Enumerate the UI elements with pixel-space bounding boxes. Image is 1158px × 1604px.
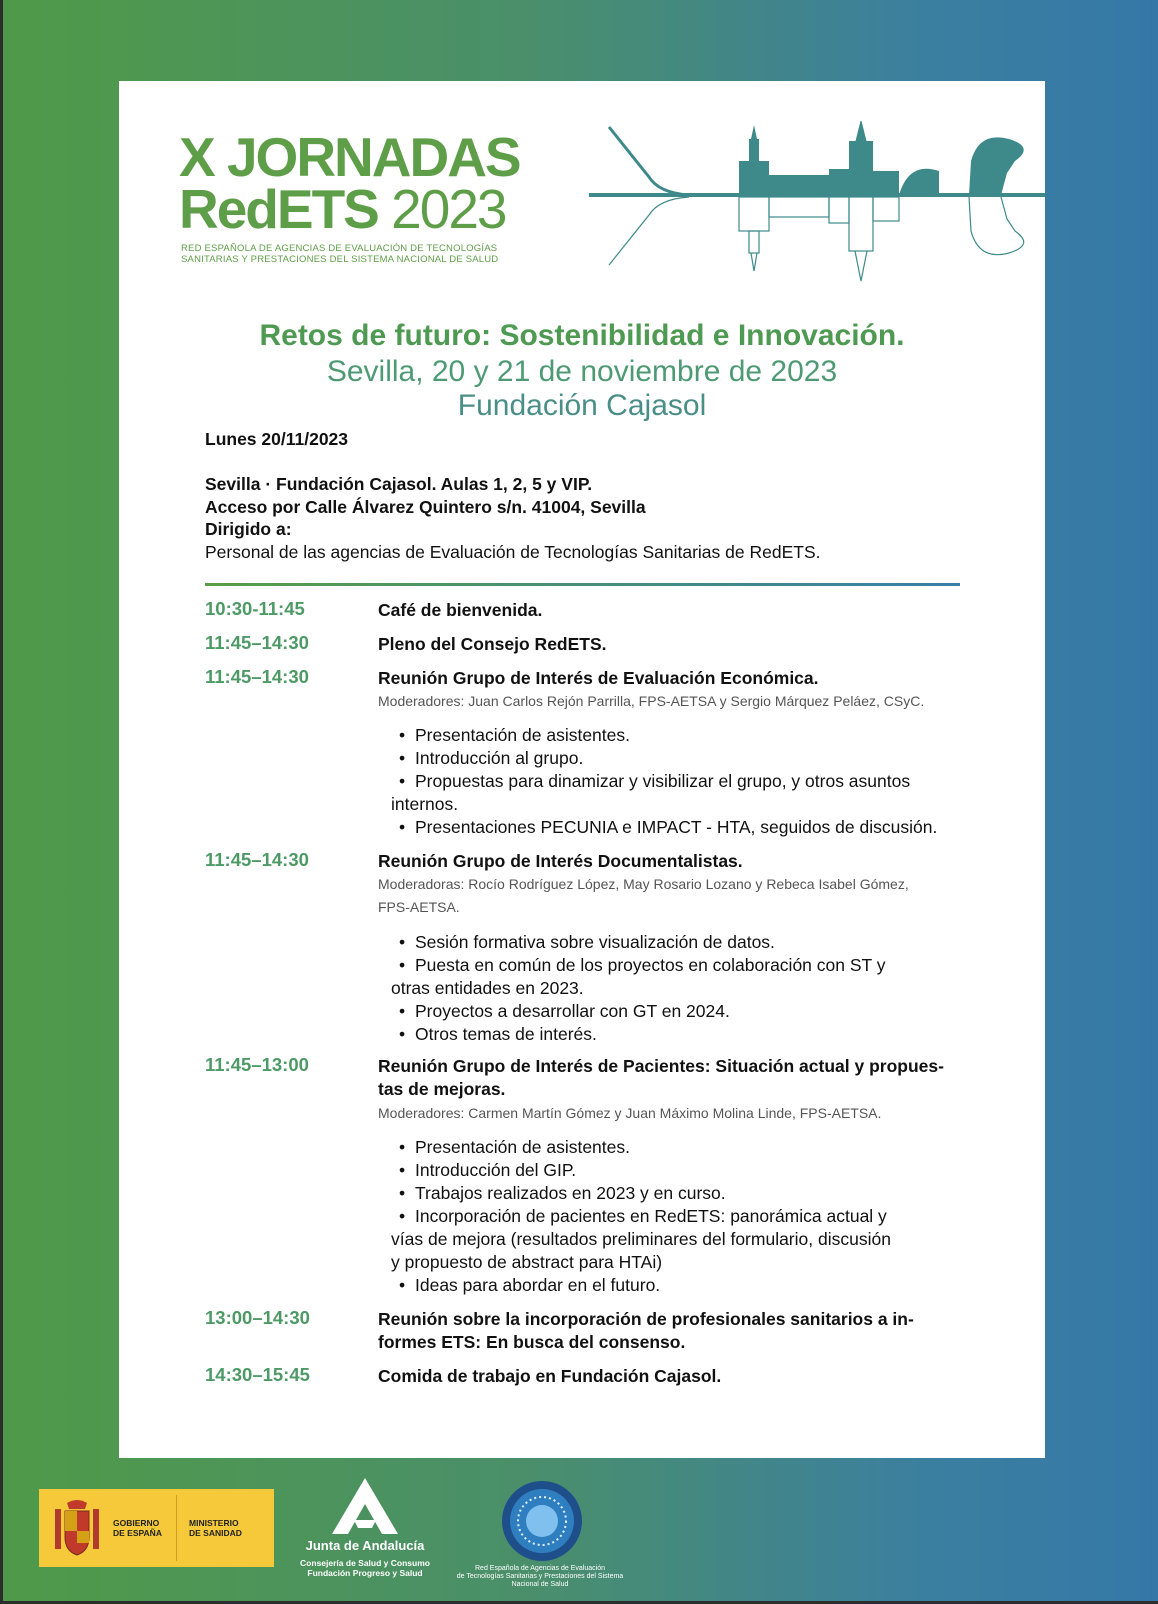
headline-theme: Retos de futuro: Sostenibilidad e Innovación.: [259, 319, 905, 352]
agenda-title-continued: tas de mejoras.: [378, 1079, 506, 1099]
list-item: • Proyectos a desarrollar con GT en 2024.: [399, 1001, 730, 1021]
list-item: • Sesión formativa sobre visualización de datos.: [399, 932, 775, 952]
junta-subtitle: Consejería de Salud y Consumo Fundación Progreso y Salud: [300, 1558, 430, 1578]
junta-name: Junta de Andalucía: [305, 1538, 425, 1553]
list-item: • Ideas para abordar en el futuro.: [399, 1275, 661, 1295]
redets-logo: [455, 1480, 625, 1588]
agenda-moderators: Moderadores: Carmen Martín Gómez y Juan Máximo Molina Linde, FPS-AETSA.: [378, 1105, 882, 1121]
junta-andalucia-logo: [290, 1478, 440, 1578]
agenda-title-continued: formes ETS: En busca del consenso.: [378, 1332, 686, 1352]
list-item-continued: otras entidades en 2023.: [391, 978, 584, 998]
agenda-title: Reunión Grupo de Interés Documentalistas.: [378, 851, 743, 871]
agenda-moderators: Moderadoras: Rocío Rodríguez López, May Rosario Lozano y Rebeca Isabel Gómez,: [378, 876, 909, 892]
event-access: Acceso por Calle Álvarez Quintero s/n. 41004, Sevilla: [205, 497, 646, 517]
seville-skyline-icon: [589, 121, 1045, 311]
headline-venue: Fundación Cajasol: [457, 389, 707, 422]
redets-caption: Red Española de Agencias de Evaluación de Tecnologías Sanitarias y Prestaciones del Sistema Nacional de Salud: [456, 1565, 624, 1588]
logo-line-1: X JORNADAS: [179, 126, 520, 188]
logo-subtitle: [181, 243, 498, 265]
audience-text: Personal de las agencias de Evaluación de Tecnologías Sanitarias de RedETS.: [205, 542, 821, 562]
ministerio-label: MINISTERIO DE SANIDAD: [189, 1518, 242, 1538]
list-item: • Propuestas para dinamizar y visibilizar el grupo, y otros asuntos: [399, 771, 911, 791]
agenda-title: Café de bienvenida.: [378, 600, 543, 620]
event-logo: [179, 126, 520, 240]
logo-year: 2023: [391, 178, 506, 240]
agenda-title: Pleno del Consejo RedETS.: [378, 634, 607, 654]
agenda-title: Reunión sobre la incorporación de profesionales sanitarios a in-: [378, 1309, 914, 1329]
agenda-moderators: Moderadores: Juan Carlos Rejón Parrilla, FPS-AETSA y Sergio Márquez Peláez, CSyC.: [378, 693, 925, 709]
list-item: • Presentación de asistentes.: [399, 725, 630, 745]
junta-a-icon: [332, 1478, 398, 1534]
list-item: • Puesta en común de los proyectos en colaboración con ST y: [399, 955, 886, 975]
agenda-time: 14:30–15:45: [205, 1364, 310, 1385]
list-item: • Incorporación de pacientes en RedETS: panorámica actual y: [399, 1206, 887, 1226]
list-item: • Introducción al grupo.: [399, 748, 584, 768]
audience-label: Dirigido a:: [205, 519, 292, 539]
event-day: Lunes 20/11/2023: [205, 429, 349, 449]
list-item: • Presentaciones PECUNIA e IMPACT - HTA, seguidos de discusión.: [399, 817, 938, 837]
agenda-moderators-continued: FPS-AETSA.: [378, 899, 460, 915]
logo-separator: [176, 1495, 177, 1561]
agenda-time: 13:00–14:30: [205, 1307, 310, 1328]
agenda-title: Comida de trabajo en Fundación Cajasol.: [378, 1366, 722, 1386]
list-item: • Presentación de asistentes.: [399, 1137, 630, 1157]
gobierno-label: GOBIERNO DE ESPAÑA: [113, 1518, 162, 1538]
divider: [205, 583, 960, 586]
list-item-continued: internos.: [391, 794, 459, 814]
headline-date: Sevilla, 20 y 21 de noviembre de 2023: [326, 355, 838, 388]
list-item: • Trabajos realizados en 2023 y en curso.: [399, 1183, 726, 1203]
list-item-continued: y propuesto de abstract para HTAi): [391, 1252, 663, 1272]
logo-line-2a: RedETS: [179, 178, 392, 240]
agenda-time: 10:30-11:45: [205, 598, 305, 619]
agenda-time: 11:45–14:30: [205, 632, 309, 653]
event-location: Sevilla · Fundación Cajasol. Aulas 1, 2, 5 y VIP.: [205, 474, 593, 494]
document-page: [119, 81, 1045, 1458]
gobierno-espana-logo: [39, 1489, 274, 1567]
agenda-time: 11:45–13:00: [205, 1054, 309, 1075]
logo-subtitle-line-1: RED ESPAÑOLA DE AGENCIAS DE EVALUACIÓN DE TECNOLOGÍAS: [181, 243, 498, 254]
list-item: • Introducción del GIP.: [399, 1160, 577, 1180]
list-item: • Otros temas de interés.: [399, 1024, 597, 1044]
list-item-continued: vías de mejora (resultados preliminares del formulario, discusión: [391, 1229, 891, 1249]
logo-subtitle-line-2: SANITARIAS Y PRESTACIONES DEL SISTEMA NACIONAL DE SALUD: [181, 254, 499, 265]
agenda-title: Reunión Grupo de Interés de Pacientes: Situación actual y propues-: [378, 1056, 944, 1076]
agenda-time: 11:45–14:30: [205, 849, 309, 870]
agenda-title: Reunión Grupo de Interés de Evaluación Económica.: [378, 668, 819, 688]
agenda-time: 11:45–14:30: [205, 666, 309, 687]
redets-circle-icon: [501, 1480, 583, 1562]
coat-of-arms-icon: [51, 1497, 103, 1559]
